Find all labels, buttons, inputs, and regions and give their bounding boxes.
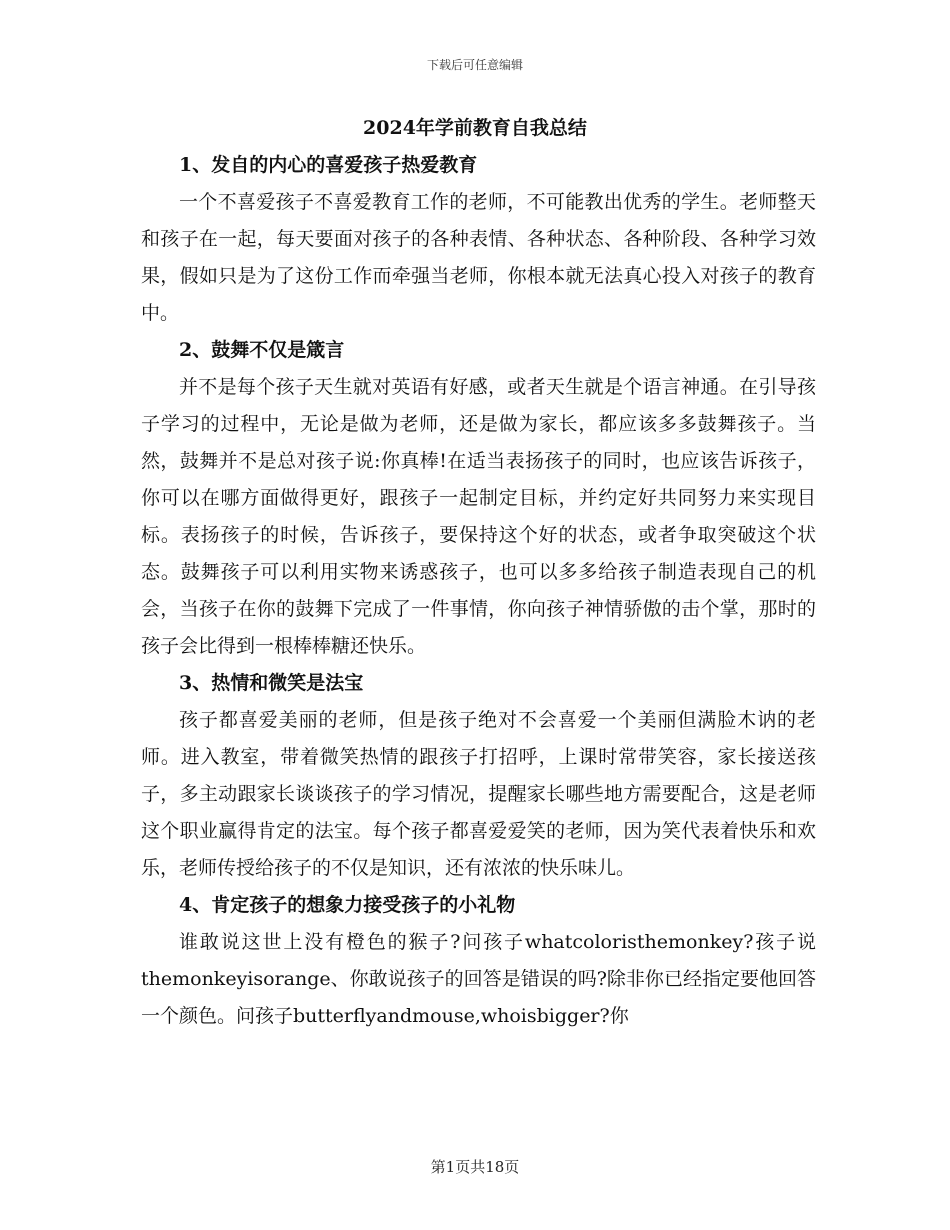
section-1-heading: 1、发自的内心的喜爱孩子热爱教育 (179, 154, 478, 176)
section-3-heading: 3、热情和微笑是法宝 (179, 672, 364, 694)
section-4-paragraph: 谁敢说这世上没有橙色的猴子?问孩子whatcoloristhemonkey?孩子说themonkeyisorange、你敢说孩子的回答是错误的吗?除非你已经指定要他回答一个颜色。问孩子butterflyandmouse,whoisbigger?你 (141, 931, 816, 1027)
section-1-paragraph: 一个不喜爱孩子不喜爱教育工作的老师，不可能教出优秀的学生。老师整天和孩子在一起，每天要面对孩子的各种表情、各种状态、各种阶段、各种学习效果，假如只是为了这份工作而牵强当老师，你根本就无法真心投入对孩子的教育中。 (141, 191, 816, 324)
section-2-heading: 2、鼓舞不仅是箴言 (179, 339, 345, 361)
section-4-heading: 4、肯定孩子的想象力接受孩子的小礼物 (179, 894, 516, 916)
section-2-paragraph: 并不是每个孩子天生就对英语有好感，或者天生就是个语言神通。在引导孩子学习的过程中，无论是做为老师，还是做为家长，都应该多多鼓舞孩子。当然，鼓舞并不是总对孩子说:你真棒!在适当表扬孩子的同时，也应该告诉孩子，你可以在哪方面做得更好，跟孩子一起制定目标，并约定好共同努力来实现目标。表扬孩子的时候，告诉孩子，要保持这个好的状态，或者争取突破这个状态。鼓舞孩子可以利用实物来诱惑孩子，也可以多多给孩子制造表现自己的机会，当孩子在你的鼓舞下完成了一件事情，你向孩子神情骄傲的击个掌，那时的孩子会比得到一根棒棒糖还快乐。 (141, 376, 816, 657)
document-title: 2024年学前教育自我总结 (363, 117, 587, 139)
page-header-note: 下载后可任意编辑 (426, 58, 523, 72)
page-number: 第1页共18页 (430, 1158, 520, 1176)
document-body (141, 147, 816, 1035)
section-3-paragraph: 孩子都喜爱美丽的老师，但是孩子绝对不会喜爱一个美丽但满脸木讷的老师。进入教室，带着微笑热情的跟孩子打招呼，上课时常带笑容，家长接送孩子，多主动跟家长谈谈孩子的学习情况，提醒家长哪些地方需要配合，这是老师这个职业赢得肯定的法宝。每个孩子都喜爱爱笑的老师，因为笑代表着快乐和欢乐，老师传授给孩子的不仅是知识，还有浓浓的快乐味儿。 (141, 709, 816, 879)
